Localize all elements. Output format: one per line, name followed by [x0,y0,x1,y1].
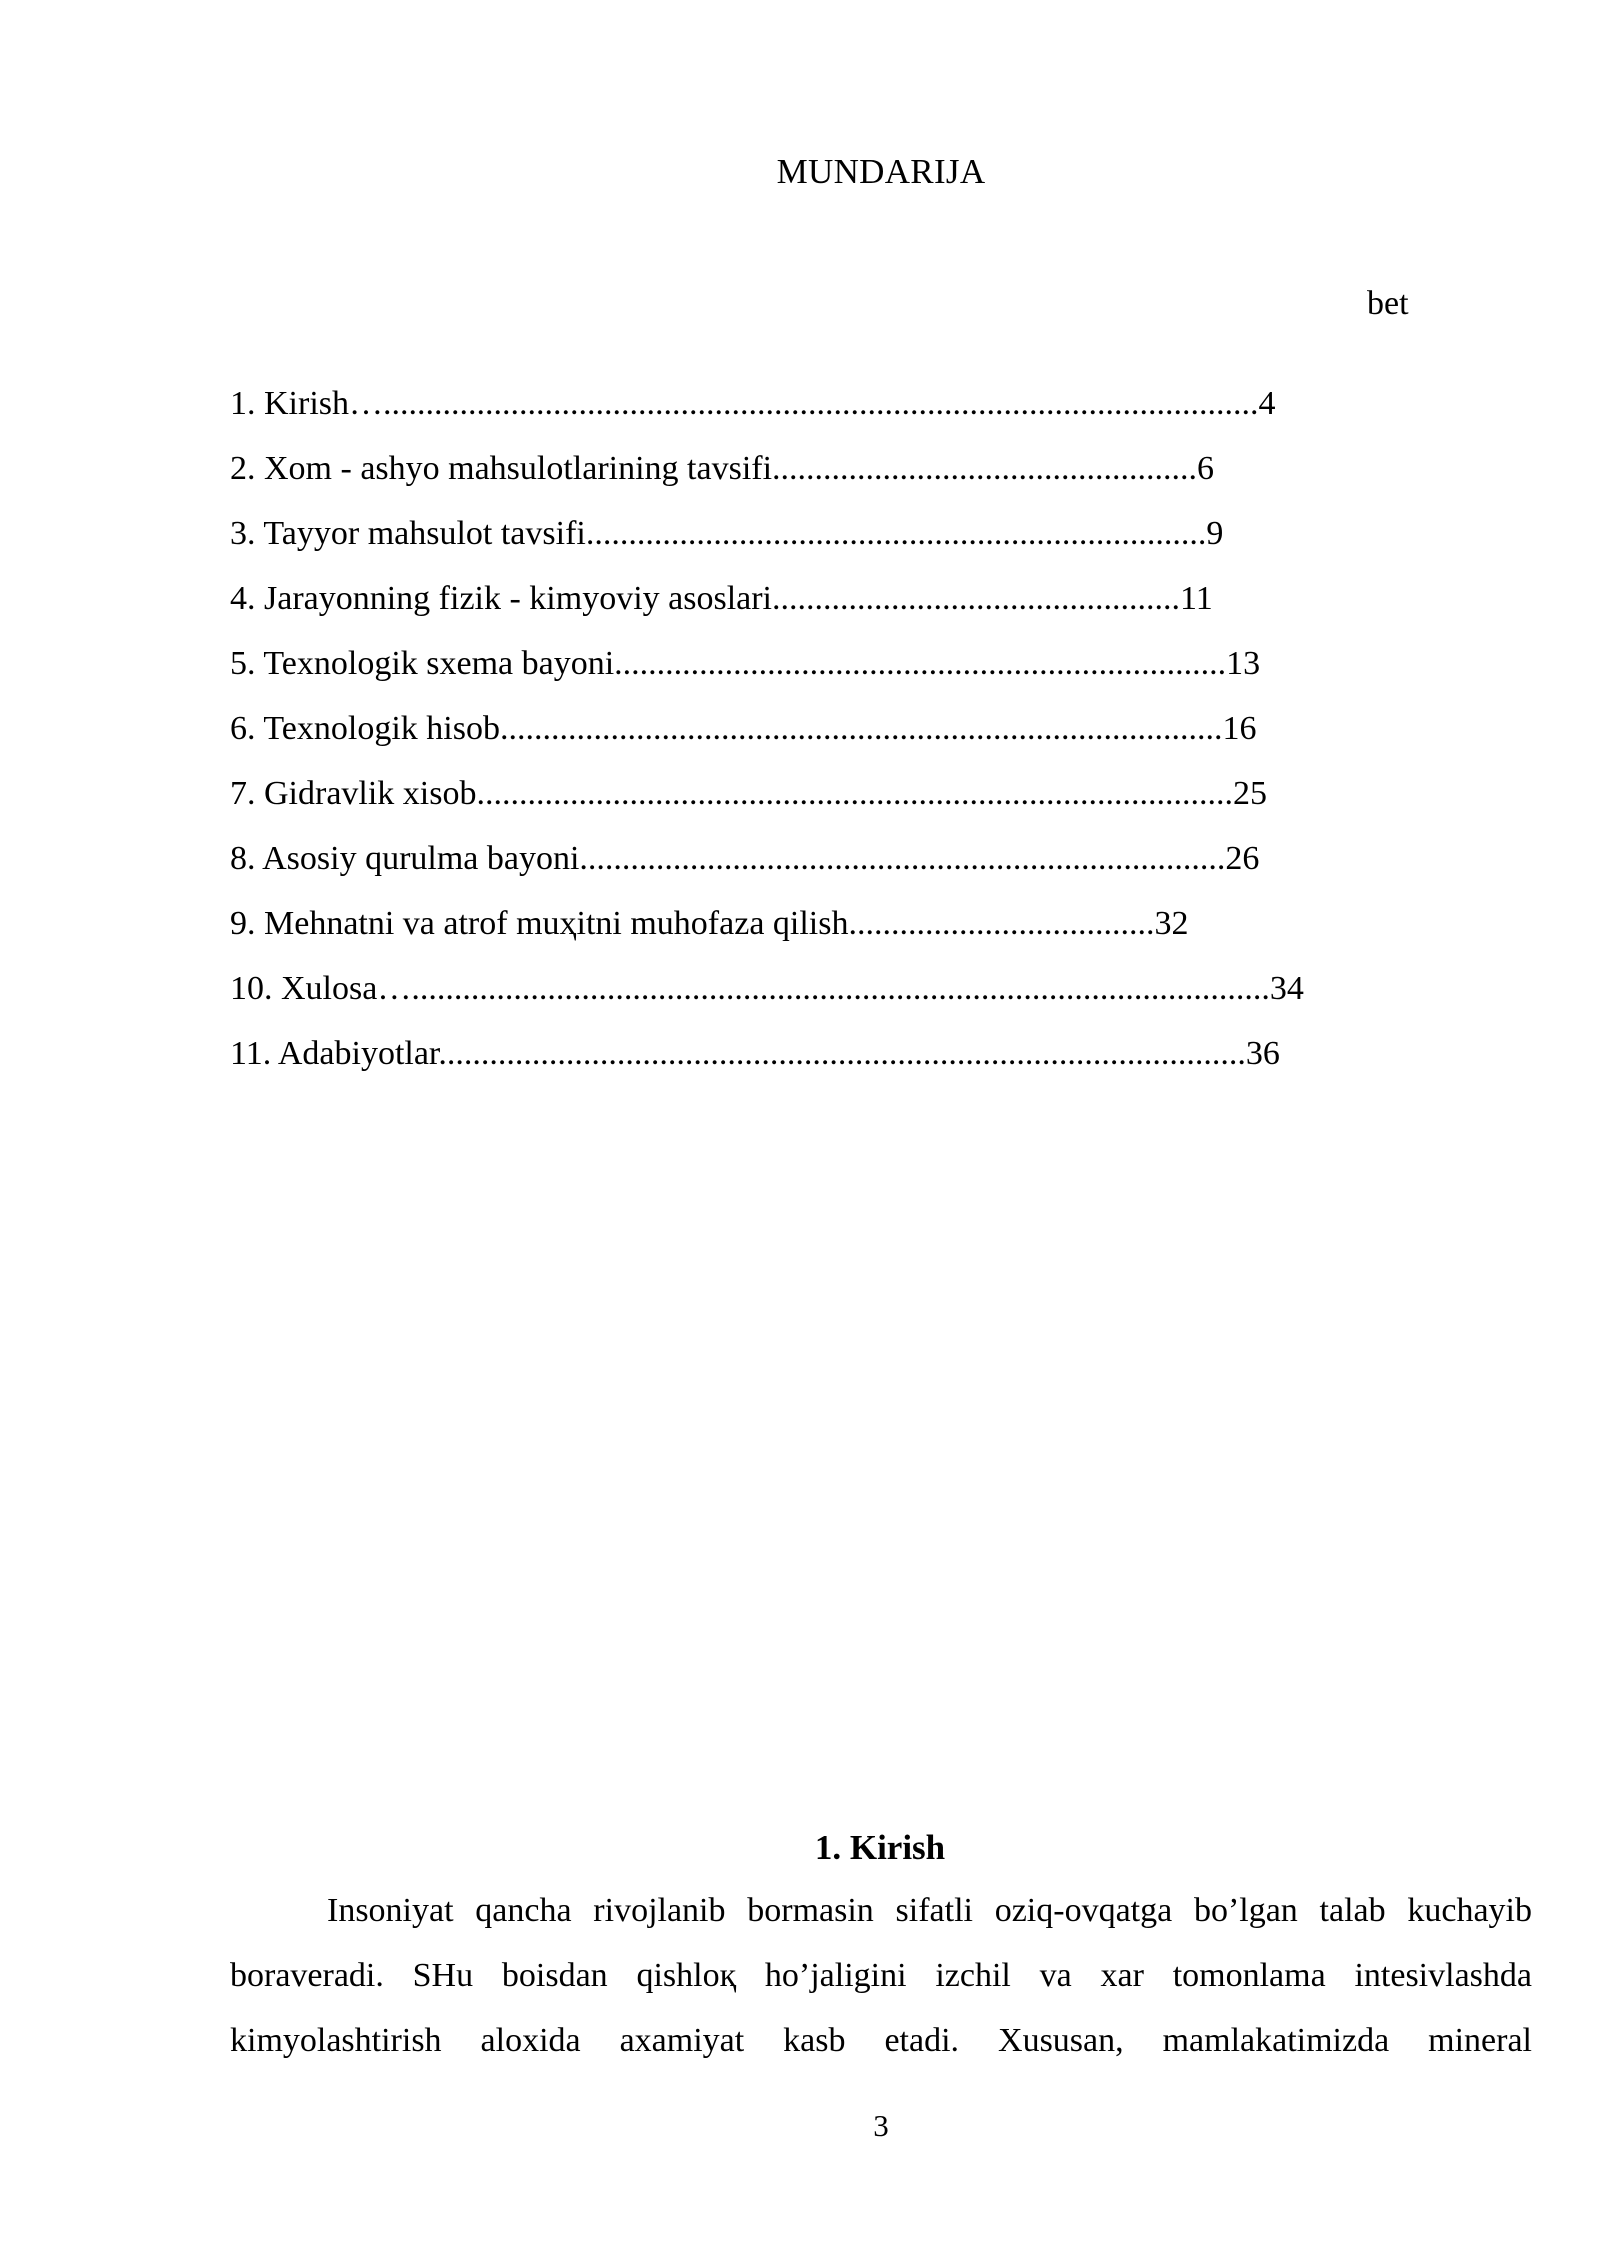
toc-entry-fizik-kimyoviy: 4. Jarayonning fizik - kimyoviy asoslari................................................11 [230,580,1213,617]
toc-entry-asosiy-qurulma: 8. Asosiy qurulma bayoni............................................................................26 [230,840,1260,877]
paragraph-line: Insoniyat qancha rivojlanib bormasin sifatli oziq-ovqatga bo’lgan talab kuchayib [327,1892,1532,1929]
toc-entry-tayyor-mahsulot: 3. Tayyor mahsulot tavsifi.........................................................................9 [230,515,1224,552]
paragraph-line: boraveradi. SHu boisdan qishloқ ho’jaligini izchil va xar tomonlama intesivlashda [230,1957,1532,1994]
toc-entry-texnologik-hisob: 6. Texnologik hisob.....................................................................................16 [230,710,1257,747]
page-number: 3 [873,2108,889,2143]
paragraph-line: kimyolashtirish aloxida axamiyat kasb etadi. Xususan, mamlakatimizda mineral [230,2022,1532,2059]
toc-entry-xulosa: 10. Xulosa….....................................................................................................34 [230,970,1304,1007]
toc-entry-texnologik-sxema: 5. Texnologik sxema bayoni........................................................................13 [230,645,1261,682]
page-column-label: bet [1367,285,1409,322]
section-heading: 1. Kirish [814,1828,946,1867]
page-title: MUNDARIJA [776,152,986,191]
toc-entry-kirish: 1. Kirish….......................................................................................................4 [230,385,1276,422]
toc-entry-adabiyotlar: 11. Adabiyotlar...............................................................................................36 [230,1035,1280,1072]
toc-entry-xom-ashyo: 2. Xom - ashyo mahsulotlarining tavsifi..................................................6 [230,450,1215,487]
toc-entry-gidravlik-xisob: 7. Gidravlik xisob.........................................................................................25 [230,775,1267,812]
toc-entry-mehnat-muhofaza: 9. Mehnatni va atrof muҳitni muhofaza qilish....................................32 [230,905,1189,942]
